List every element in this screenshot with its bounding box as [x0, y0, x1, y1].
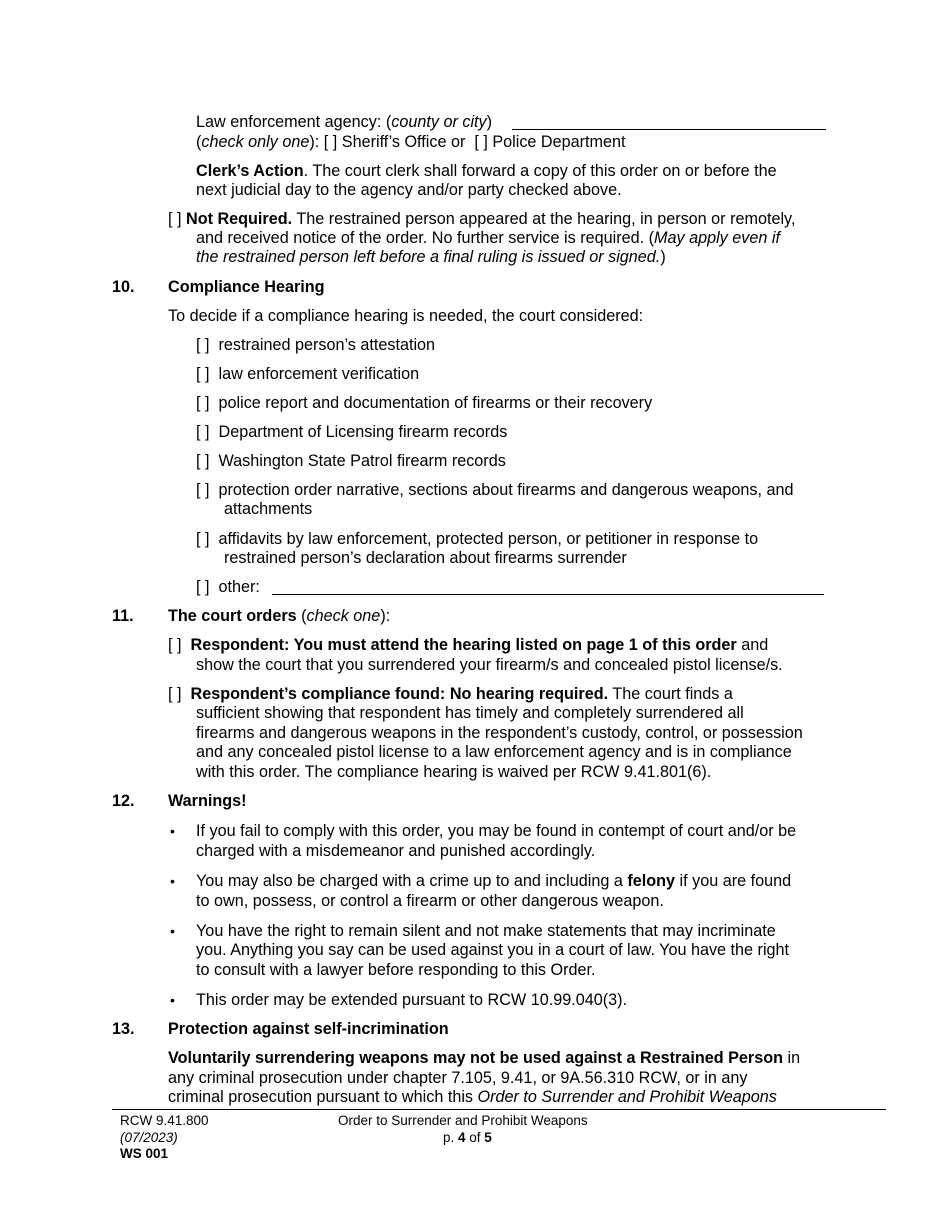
not-required-line3: the restrained person left before a final ruling is issued or signed.): [196, 248, 666, 266]
warning-2-line1: You may also be charged with a crime up to and including a felony if you are found: [196, 872, 792, 890]
verification-checkbox[interactable]: [ ]: [196, 365, 210, 383]
agency-type-line: (check only one): [ ] Sheriff’s Office or [ ] Police Department: [196, 133, 626, 151]
clerk-action-line1: Clerk’s Action. The court clerk shall forward a copy of this order on or before the: [196, 162, 777, 180]
section-13-number: 13.: [112, 1020, 135, 1038]
warning-4-line1: This order may be extended pursuant to RCW 10.99.040(3).: [196, 991, 627, 1009]
attend-checkbox[interactable]: [ ]: [168, 636, 182, 654]
footer-page-number: p. 4 of 5: [443, 1130, 492, 1145]
section-10-title: Compliance Hearing: [168, 278, 325, 296]
not-required-line2: and received notice of the order. No further service is required. (May apply even if: [196, 229, 780, 247]
compliance-item-other: [ ] other:: [196, 578, 260, 596]
warning-3-line3: to consult with a lawyer before responding to this Order.: [196, 961, 596, 979]
other-checkbox[interactable]: [ ]: [196, 578, 210, 596]
compliance-item-affidavits-cont: restrained person’s declaration about firearms surrender: [224, 549, 627, 567]
compliance-item-police-report: [ ] police report and documentation of firearms or their recovery: [196, 394, 653, 412]
footer-form-title: Order to Surrender and Prohibit Weapons: [338, 1113, 588, 1128]
self-incrimination-line3: criminal prosecution pursuant to which this Order to Surrender and Prohibit Weapons: [168, 1088, 777, 1106]
order-option-attend: [ ] Respondent: You must attend the hearing listed on page 1 of this order and: [168, 636, 769, 654]
compliance-item-wsp: [ ] Washington State Patrol firearm records: [196, 452, 506, 470]
not-required-checkbox[interactable]: [ ]: [168, 210, 182, 228]
warning-1-line2: charged with a misdemeanor and punished accordingly.: [196, 842, 596, 860]
section-13-title: Protection against self-incrimination: [168, 1020, 449, 1038]
warning-3-line1: You have the right to remain silent and not make statements that may incriminate: [196, 922, 776, 940]
sheriff-checkbox[interactable]: [ ]: [323, 133, 338, 151]
agency-line: Law enforcement agency: (county or city): [196, 113, 493, 131]
compliance-item-affidavits: [ ] affidavits by law enforcement, protected person, or petitioner in response to: [196, 530, 759, 548]
bullet-icon: •: [170, 923, 175, 939]
compliance-item-verification: [ ] law enforcement verification: [196, 365, 420, 383]
section-10-number: 10.: [112, 278, 135, 296]
footer-date: (07/2023): [120, 1130, 178, 1145]
self-incrimination-line1: Voluntarily surrendering weapons may not be used against a Restrained Person in: [168, 1049, 801, 1067]
order-option-attend-cont: show the court that you surrendered your firearm/s and concealed pistol license/s.: [196, 656, 783, 674]
other-input-line[interactable]: [272, 594, 824, 595]
bullet-icon: •: [170, 823, 175, 839]
order-option-compliance: [ ] Respondent’s compliance found: No hearing required. The court finds a: [168, 685, 733, 703]
sheriff-label: Sheriff’s Office or: [341, 133, 466, 151]
self-incrimination-line2: any criminal prosecution under chapter 7.105, 9.41, or 9A.56.310 RCW, or in any: [168, 1069, 748, 1087]
section-12-number: 12.: [112, 792, 135, 810]
section-11-title: The court orders (check one):: [168, 607, 391, 625]
order-option-compliance-l5: with this order. The compliance hearing is waived per RCW 9.41.801(6).: [196, 763, 712, 781]
order-option-compliance-l2: sufficient showing that respondent has timely and completely surrendered all: [196, 704, 744, 722]
order-option-compliance-l4: and any concealed pistol license to a law enforcement agency and is in compliance: [196, 743, 792, 761]
section-12-title: Warnings!: [168, 792, 247, 810]
affidavits-checkbox[interactable]: [ ]: [196, 530, 210, 548]
compliance-checkbox[interactable]: [ ]: [168, 685, 182, 703]
order-option-compliance-l3: firearms and dangerous weapons in the respondent’s custody, control, or possession: [196, 724, 803, 742]
narrative-checkbox[interactable]: [ ]: [196, 481, 210, 499]
section-11-number: 11.: [112, 607, 134, 625]
dol-checkbox[interactable]: [ ]: [196, 423, 210, 441]
police-report-checkbox[interactable]: [ ]: [196, 394, 210, 412]
agency-input-line[interactable]: [512, 129, 826, 130]
compliance-item-narrative: [ ] protection order narrative, sections about firearms and dangerous weapons, and: [196, 481, 794, 499]
compliance-item-narrative-cont: attachments: [224, 500, 313, 518]
attestation-checkbox[interactable]: [ ]: [196, 336, 210, 354]
footer-divider: [112, 1109, 886, 1110]
wsp-checkbox[interactable]: [ ]: [196, 452, 210, 470]
compliance-item-attestation: [ ] restrained person’s attestation: [196, 336, 436, 354]
not-required-line1: [ ] Not Required. The restrained person appeared at the hearing, in person or remotely,: [168, 210, 796, 228]
footer-rcw: RCW 9.41.800: [120, 1113, 209, 1128]
footer-form-number: WS 001: [120, 1146, 169, 1161]
police-checkbox[interactable]: [ ]: [474, 133, 488, 151]
bullet-icon: •: [170, 873, 175, 889]
bullet-icon: •: [170, 992, 175, 1008]
section-10-intro: To decide if a compliance hearing is needed, the court considered:: [168, 307, 644, 325]
police-label: Police Department: [492, 133, 626, 151]
warning-2-line2: to own, possess, or control a firearm or other dangerous weapon.: [196, 892, 664, 910]
warning-1-line1: If you fail to comply with this order, you may be found in contempt of court and/or be: [196, 822, 797, 840]
compliance-item-dol: [ ] Department of Licensing firearm records: [196, 423, 508, 441]
warning-3-line2: you. Anything you say can be used against you in a court of law. You have the right: [196, 941, 790, 959]
clerk-action-line2: next judicial day to the agency and/or party checked above.: [196, 181, 622, 199]
